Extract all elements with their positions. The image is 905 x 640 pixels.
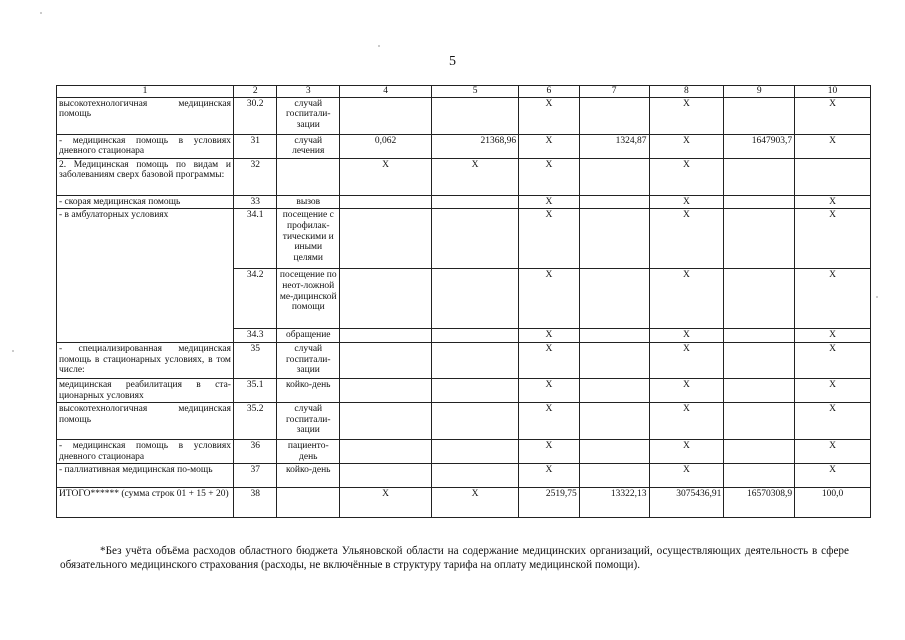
row-code: 34.1	[233, 209, 276, 269]
table-row	[57, 378, 871, 402]
row-name: медицинская реабилитация в ста-ционарных условиях	[57, 378, 234, 402]
cell-col6: X	[519, 329, 580, 343]
footnote: *Без учёта объёма расходов областного бюджета Ульяновской области на содержание медицинских организаций, осуществляющих деятельность в сфере обязательного медицинского страхования (расходы, не включённые в структуру тарифа на оплату медицинской помощи).	[60, 545, 849, 571]
header-cell: 7	[579, 86, 649, 98]
cell-col9	[724, 342, 795, 378]
cell-col7	[579, 378, 649, 402]
cell-col4	[340, 329, 432, 343]
row-code: 33	[233, 195, 276, 209]
cell-col10: X	[795, 269, 871, 329]
cell-col6: X	[519, 269, 580, 329]
row-name: - медицинская помощь в условиях дневного стационара	[57, 440, 234, 464]
row-code: 37	[233, 464, 276, 488]
cell-col5	[432, 97, 519, 134]
table-row	[57, 464, 871, 488]
table-row	[57, 209, 871, 269]
row-name: 2. Медицинская помощь по видам и заболеваниям сверх базовой программы:	[57, 158, 234, 195]
table-row	[57, 342, 871, 378]
header-cell: 5	[432, 86, 519, 98]
cell-col9	[724, 209, 795, 269]
cell-col9	[724, 329, 795, 343]
cell-col10: X	[795, 403, 871, 440]
table-row	[57, 134, 871, 158]
table-row	[57, 97, 871, 134]
cell-col6: X	[519, 134, 580, 158]
cell-col10: X	[795, 342, 871, 378]
cell-col8: 3075436,91	[649, 488, 724, 518]
row-name: - в амбулаторных условиях	[57, 209, 234, 343]
row-name: - специализированная медицинская помощь в стационарных условиях, в том числе:	[57, 342, 234, 378]
cell-col7: 13322,13	[579, 488, 649, 518]
table-row	[57, 440, 871, 464]
cell-col5: X	[432, 488, 519, 518]
page-number: 5	[449, 54, 456, 69]
scan-speck	[12, 350, 14, 352]
cell-col7	[579, 329, 649, 343]
header-cell: 3	[277, 86, 340, 98]
cell-col5	[432, 403, 519, 440]
row-unit: случай лечения	[277, 134, 340, 158]
header-cell: 10	[795, 86, 871, 98]
cell-col7	[579, 158, 649, 195]
cell-col4	[340, 464, 432, 488]
cell-col6: X	[519, 464, 580, 488]
row-code: 30.2	[233, 97, 276, 134]
cell-col4	[340, 342, 432, 378]
cell-col4	[340, 269, 432, 329]
cell-col8: X	[649, 209, 724, 269]
row-code: 34.3	[233, 329, 276, 343]
cell-col8: X	[649, 97, 724, 134]
cell-col9	[724, 378, 795, 402]
row-unit: обращение	[277, 329, 340, 343]
cell-col6: 2519,75	[519, 488, 580, 518]
cell-col9: 1647903,7	[724, 134, 795, 158]
cell-col9	[724, 403, 795, 440]
cell-col7: 1324,87	[579, 134, 649, 158]
cell-col7	[579, 464, 649, 488]
row-code: 35.2	[233, 403, 276, 440]
cell-col7	[579, 269, 649, 329]
row-name: высокотехнологичная медицинская помощь	[57, 97, 234, 134]
cell-col6: X	[519, 403, 580, 440]
cell-col6: X	[519, 195, 580, 209]
row-unit	[277, 158, 340, 195]
cell-col4	[340, 209, 432, 269]
row-unit: койко-день	[277, 378, 340, 402]
cell-col6: X	[519, 158, 580, 195]
cell-col10: X	[795, 464, 871, 488]
cell-col7	[579, 195, 649, 209]
cell-col10: X	[795, 440, 871, 464]
cell-col10: X	[795, 97, 871, 134]
cell-col10: X	[795, 378, 871, 402]
row-unit	[277, 488, 340, 518]
cell-col6: X	[519, 97, 580, 134]
cell-col8: X	[649, 464, 724, 488]
header-cell: 1	[57, 86, 234, 98]
cell-col7	[579, 440, 649, 464]
cell-col5	[432, 209, 519, 269]
cell-col5	[432, 195, 519, 209]
row-code: 36	[233, 440, 276, 464]
cell-col8: X	[649, 378, 724, 402]
row-code: 35.1	[233, 378, 276, 402]
cell-col4	[340, 195, 432, 209]
cell-col9	[724, 440, 795, 464]
cell-col5	[432, 269, 519, 329]
cell-col8: X	[649, 134, 724, 158]
cell-col8: X	[649, 403, 724, 440]
row-code: 32	[233, 158, 276, 195]
row-code: 38	[233, 488, 276, 518]
cell-col10: 100,0	[795, 488, 871, 518]
row-name: высокотехнологичная медицинская помощь	[57, 403, 234, 440]
table-row	[57, 403, 871, 440]
cell-col4: X	[340, 158, 432, 195]
cell-col10: X	[795, 329, 871, 343]
row-name: - медицинская помощь в условиях дневного стационара	[57, 134, 234, 158]
header-cell: 4	[340, 86, 432, 98]
cell-col7	[579, 342, 649, 378]
header-cell: 9	[724, 86, 795, 98]
row-name: - скорая медицинская помощь	[57, 195, 234, 209]
cell-col8: X	[649, 342, 724, 378]
table-row	[57, 195, 871, 209]
budget-table	[56, 85, 871, 518]
cell-col6: X	[519, 209, 580, 269]
cell-col8: X	[649, 195, 724, 209]
cell-col4	[340, 378, 432, 402]
cell-col4: 0,062	[340, 134, 432, 158]
cell-col8: X	[649, 440, 724, 464]
cell-col6: X	[519, 440, 580, 464]
cell-col5	[432, 464, 519, 488]
cell-col5	[432, 440, 519, 464]
scan-speck	[378, 45, 380, 47]
cell-col4	[340, 440, 432, 464]
row-unit: посещение с профилак-тическими и иными целями	[277, 209, 340, 269]
cell-col9	[724, 464, 795, 488]
cell-col5: 21368,96	[432, 134, 519, 158]
header-cell: 6	[519, 86, 580, 98]
row-unit: койко-день	[277, 464, 340, 488]
cell-col6: X	[519, 378, 580, 402]
table-row	[57, 158, 871, 195]
row-unit: посещение по неот-ложной ме-дицинской помощи	[277, 269, 340, 329]
header-cell: 8	[649, 86, 724, 98]
cell-col4	[340, 403, 432, 440]
cell-col9	[724, 97, 795, 134]
scan-speck	[876, 296, 878, 298]
cell-col9	[724, 158, 795, 195]
cell-col5	[432, 342, 519, 378]
row-unit: вызов	[277, 195, 340, 209]
row-unit: случай госпитали-зации	[277, 342, 340, 378]
cell-col4: X	[340, 488, 432, 518]
scan-speck	[40, 12, 42, 14]
cell-col5	[432, 329, 519, 343]
cell-col7	[579, 403, 649, 440]
row-unit: пациенто-день	[277, 440, 340, 464]
row-unit: случай госпитали-зации	[277, 97, 340, 134]
cell-col8: X	[649, 158, 724, 195]
row-code: 34.2	[233, 269, 276, 329]
cell-col4	[340, 97, 432, 134]
row-name: - паллиативная медицинская по-мощь	[57, 464, 234, 488]
cell-col6: X	[519, 342, 580, 378]
row-code: 31	[233, 134, 276, 158]
cell-col10: X	[795, 209, 871, 269]
cell-col9	[724, 269, 795, 329]
cell-col10: X	[795, 134, 871, 158]
cell-col7	[579, 209, 649, 269]
cell-col8: X	[649, 329, 724, 343]
cell-col10	[795, 158, 871, 195]
cell-col7	[579, 97, 649, 134]
row-unit: случай госпитали-зации	[277, 403, 340, 440]
row-code: 35	[233, 342, 276, 378]
cell-col9: 16570308,9	[724, 488, 795, 518]
cell-col5: X	[432, 158, 519, 195]
cell-col9	[724, 195, 795, 209]
header-cell: 2	[233, 86, 276, 98]
cell-col10: X	[795, 195, 871, 209]
cell-col8: X	[649, 269, 724, 329]
cell-col5	[432, 378, 519, 402]
table-row	[57, 488, 871, 518]
row-name: ИТОГО****** (сумма строк 01 + 15 + 20)	[57, 488, 234, 518]
header-row	[57, 86, 871, 98]
